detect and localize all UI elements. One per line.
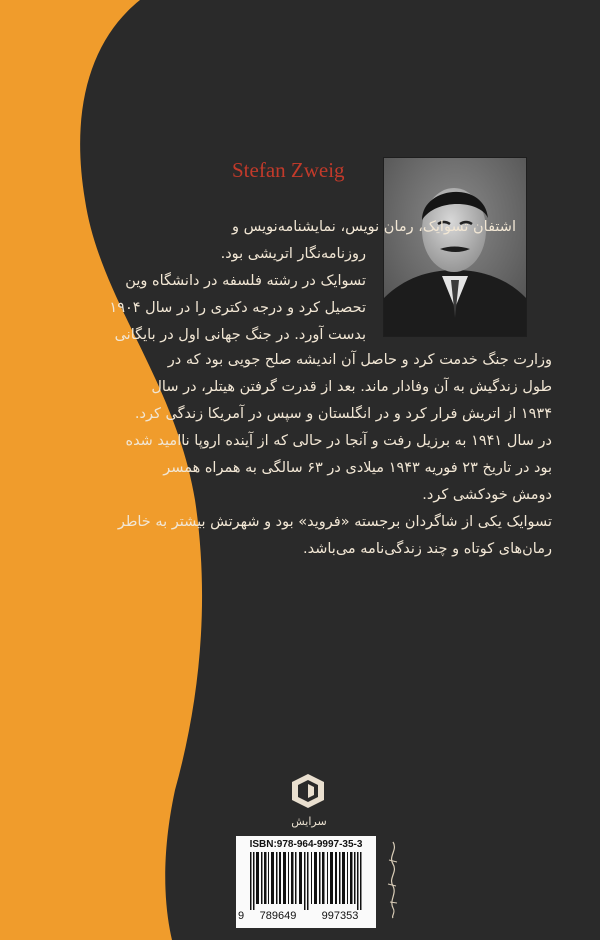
isbn-label: ISBN:978-964-9997-35-3: [249, 839, 363, 850]
bio-line: اشتفان تسوایک، رمان نویس، نمایشنامه‌نویس و: [232, 219, 516, 235]
bio-line: تسوایک یکی از شاگردان برجسته «فروید» بود و شهرتش بیشتر به خاطر: [117, 514, 552, 530]
bio-line: تحصیل کرد و درجه دکتری را در سال ۱۹۰۴: [109, 300, 366, 316]
bio-line: وزارت جنگ خدمت کرد و حاصل آن اندیشه صلح جویی بود که در: [167, 352, 552, 368]
author-bio-part-2: [117, 347, 552, 563]
bio-line: ۱۹۳۴ از اتریش فرار کرد و در انگلستان و سپس در آمریکا زندگی کرد.: [134, 406, 552, 422]
bio-line: روزنامه‌نگار اتریشی بود.: [220, 246, 366, 262]
designer-signature: [384, 840, 402, 920]
bio-line: تسوایک در رشته فلسفه در دانشگاه وین: [125, 273, 366, 289]
publisher-logo-icon: [288, 770, 328, 810]
barcode-digits-right: 997353: [321, 910, 359, 922]
bio-line: بود در تاریخ ۲۳ فوریه ۱۹۴۳ میلادی در ۶۳ سالگی به همراه همسر: [163, 460, 552, 476]
bio-line: طول زندگیش به آن وفادار ماند. بعد از قدرت گرفتن هیتلر، در سال: [151, 379, 552, 395]
barcode-digits-left: 789649: [259, 910, 297, 922]
isbn-barcode: [236, 836, 376, 928]
author-name: Stefan Zweig: [232, 158, 345, 182]
barcode-digit-first: 9: [238, 910, 245, 922]
bio-line: رمان‌های کوتاه و چند زندگی‌نامه می‌باشد.: [303, 541, 552, 557]
author-bio-part-1: [109, 214, 516, 349]
bio-line: در سال ۱۹۴۱ به برزیل رفت و آنجا در حالی که از آینده اروپا ناامید شده: [125, 433, 552, 449]
publisher-name: سرایش: [291, 815, 327, 828]
barcode-bars: [242, 852, 370, 910]
bio-line: دومش خودکشی کرد.: [422, 487, 552, 503]
bio-line: بدست آورد. در جنگ جهانی اول در بایگانی: [114, 327, 366, 343]
author-portrait: [384, 158, 526, 336]
